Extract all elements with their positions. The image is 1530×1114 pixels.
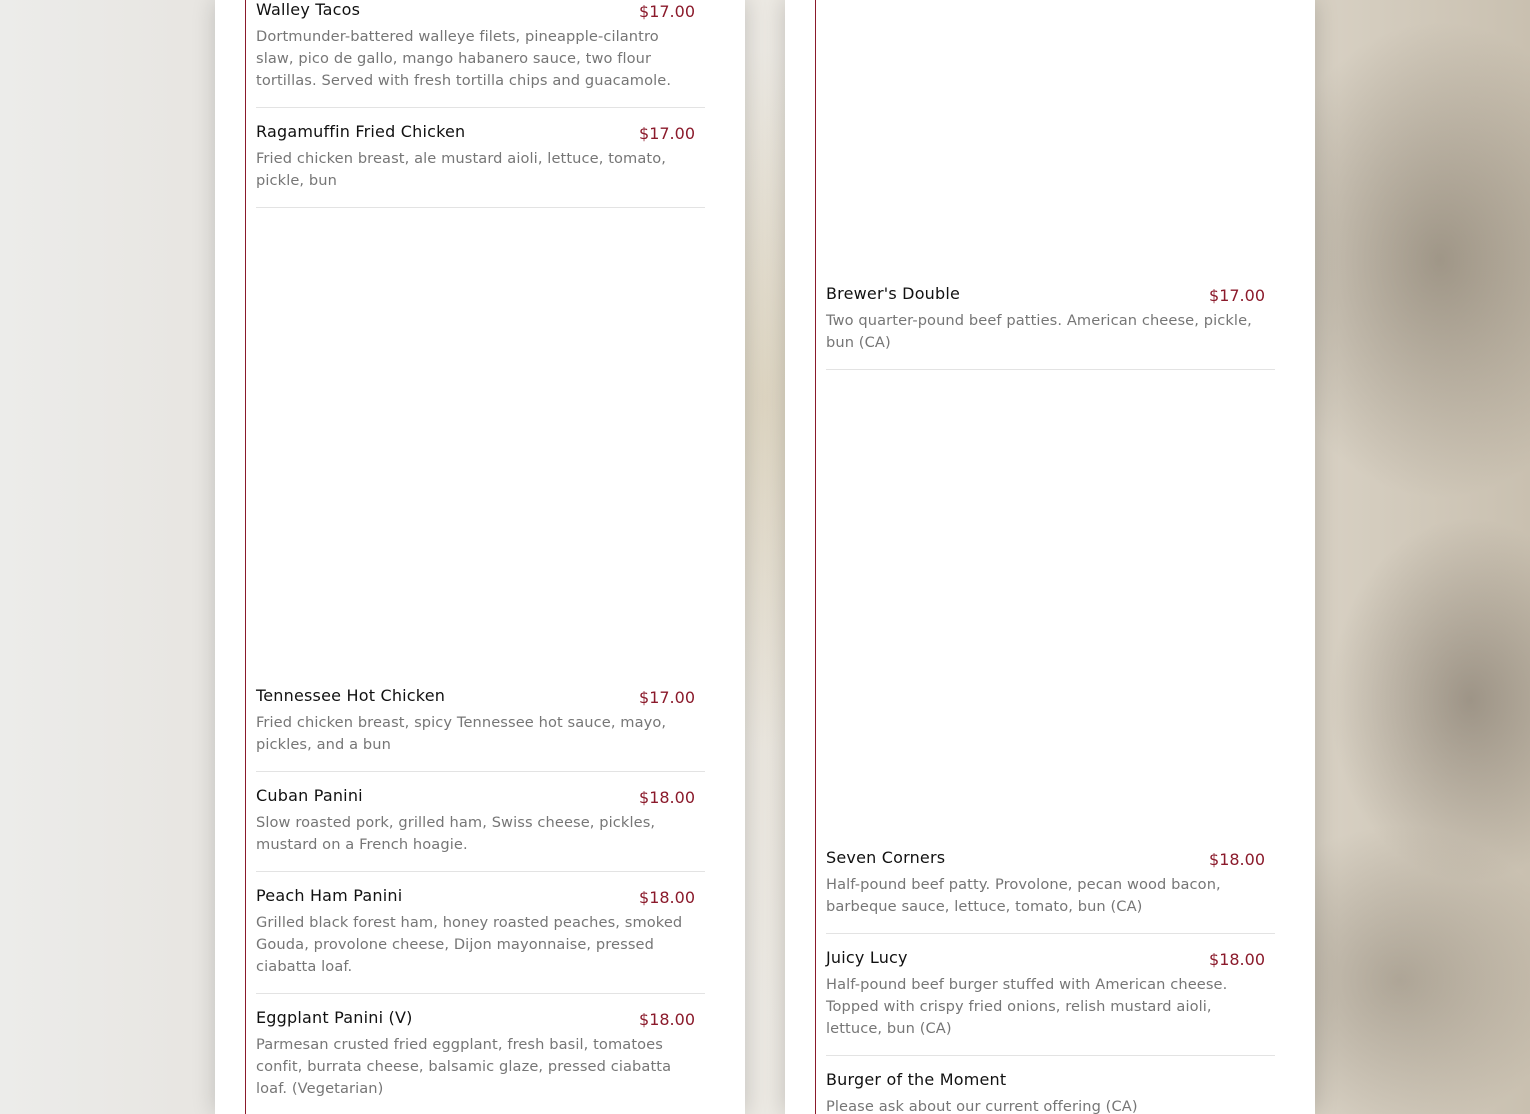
menu-item-price: $17.00 [639, 688, 695, 707]
menu-item [826, 848, 1275, 934]
menu-item [256, 1008, 705, 1114]
menu-item-description: Please ask about our current offering (CA) [826, 1098, 1138, 1114]
menu-item-name: Juicy Lucy [826, 948, 908, 967]
menu-item-price: $18.00 [639, 788, 695, 807]
menu-item [256, 122, 705, 208]
menu-item-description: Slow roasted pork, grilled ham, Swiss cheese, pickles, mustard on a French hoagie. [256, 814, 656, 853]
menu-column-left [215, 0, 745, 1114]
menu-item [256, 786, 705, 872]
menu-item-price: $18.00 [639, 1010, 695, 1029]
menu-item-description: Half-pound beef patty. Provolone, pecan wood bacon, barbeque sauce, lettuce, tomato, bun (CA) [826, 876, 1221, 915]
menu-item-description: Parmesan crusted fried eggplant, fresh basil, tomatoes confit, burrata cheese, balsamic glaze, pressed ciabatta loaf. (Vegetarian) [256, 1036, 672, 1097]
menu-item [256, 686, 705, 772]
menu-item-description: Grilled black forest ham, honey roasted peaches, smoked Gouda, provolone cheese, Dijon mayonnaise, pressed ciabatta loaf. [256, 914, 683, 975]
column-accent-rule [245, 0, 246, 1114]
menu-item-description: Fried chicken breast, ale mustard aioli, lettuce, tomato, pickle, bun [256, 150, 666, 189]
menu-item-name: Cuban Panini [256, 786, 363, 805]
menu-item [826, 1070, 1275, 1114]
menu-item-price: $18.00 [1209, 850, 1265, 869]
menu-column-right [785, 0, 1315, 1114]
menu-item-name: Ragamuffin Fried Chicken [256, 122, 466, 141]
menu-item [826, 284, 1275, 370]
menu-item-description: Dortmunder-battered walleye filets, pineapple-cilantro slaw, pico de gallo, mango habanero sauce, two flour tortillas. Served with fresh tortilla chips and guacamole. [256, 28, 672, 89]
menu-item-name: Burger of the Moment [826, 1070, 1007, 1089]
menu-item-name: Walley Tacos [256, 0, 361, 19]
menu-item-description: Two quarter-pound beef patties. American cheese, pickle, bun (CA) [826, 312, 1252, 351]
menu-item-price: $17.00 [639, 2, 695, 21]
menu-item [256, 0, 705, 108]
menu-item-name: Eggplant Panini (V) [256, 1008, 413, 1027]
menu-item [256, 886, 705, 994]
column-accent-rule [815, 0, 816, 1114]
menu-item-price: $18.00 [1209, 950, 1265, 969]
menu-item-name: Tennessee Hot Chicken [256, 686, 446, 705]
menu-item-name: Peach Ham Panini [256, 886, 403, 905]
menu-item-price: $17.00 [639, 124, 695, 143]
menu-item-price: $18.00 [639, 888, 695, 907]
menu-item-name: Seven Corners [826, 848, 946, 867]
menu-item-description: Fried chicken breast, spicy Tennessee hot sauce, mayo, pickles, and a bun [256, 714, 667, 753]
menu-item-name: Brewer's Double [826, 284, 961, 303]
menu-item-price: $17.00 [1209, 286, 1265, 305]
menu-item [826, 948, 1275, 1056]
menu-item-description: Half-pound beef burger stuffed with American cheese. Topped with crispy fried onions, relish mustard aioli, lettuce, bun (CA) [826, 976, 1228, 1037]
